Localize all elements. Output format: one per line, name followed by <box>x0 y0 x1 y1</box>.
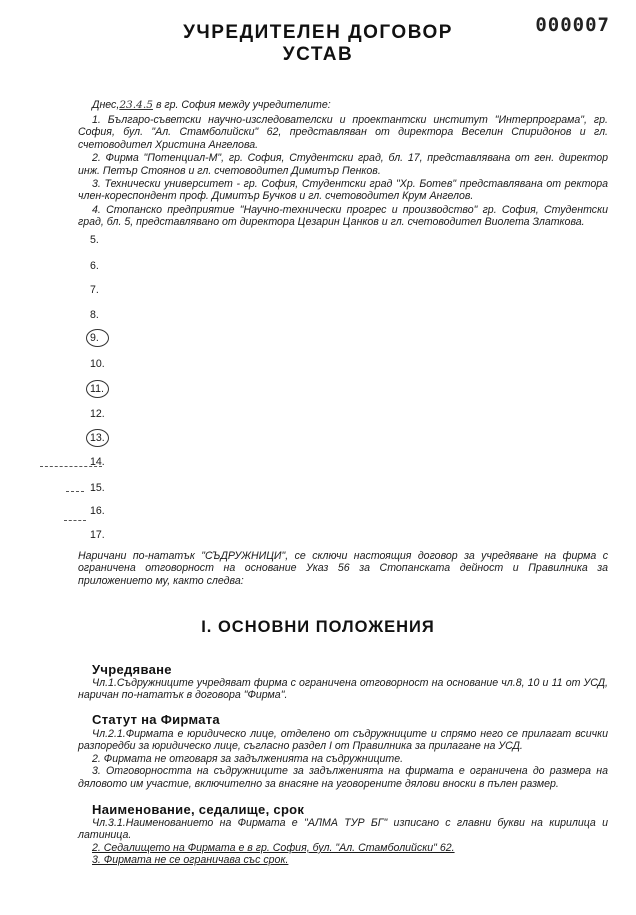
subsection-body <box>78 817 608 867</box>
subsection-heading: Наименование, седалище, срок <box>92 802 305 817</box>
document-subtitle: УСТАВ <box>282 44 354 65</box>
blank-number: 12. <box>90 408 105 420</box>
scan-dash-mark <box>66 491 84 492</box>
clause: Чл.3.1.Наименованието на Фирмата е "АЛМА ТУР БГ" изписано с главни букви на кирилица и латиница. <box>78 817 608 842</box>
founder-item: 3. Технически университет - гр. София, Студентски град "Хр. Ботев" представлявана от ректора член-кореспондент проф. Димитър Бучков и гл. счетоводител Крум Ангелов. <box>78 178 608 203</box>
founder-item: 4. Стопанско предприятие "Научно-технически прогрес и производство" гр. София, Студентски град, бл. 5, представлявано от директора Цезарин Цанков и гл. счетоводител Виолета Златкова. <box>78 203 608 229</box>
handwritten-date: 23.4.5 <box>119 99 154 111</box>
blank-number: 17. <box>90 529 105 541</box>
founder-item: 2. Фирма "Потенциал-М", гр. София, Студентски град, бл. 17, представлявана от ген. директор инж. Петър Стоянов и гл. счетоводител Димитър Пенков. <box>78 152 608 177</box>
blank-number: 7. <box>90 284 99 296</box>
founder-item: 1. Българо-съветски научно-изследователски и проектантски институт "Интерпрограма", гр. София, бул. "Ал. Стамболийски" 62, представляван от директора Веселин Спиридонов и гл. счетоводител Христина Ангелова. <box>78 114 608 151</box>
subsection-heading: Учредяване <box>92 662 172 677</box>
clause: 3. Отговорността на съдружниците за задълженията на фирмата е ограничена до размера на дяловото им участие, включително за внасяне на уговорените дялови вноски в пълен размер. <box>78 765 608 790</box>
section-title: I. ОСНОВНИ ПОЛОЖЕНИЯ <box>201 618 435 636</box>
document-title: УЧРЕДИТЕЛЕН ДОГОВОР <box>183 22 453 43</box>
subsection-body <box>78 677 608 702</box>
blank-number-circled: 13. <box>90 432 120 444</box>
clause: Чл.1.Съдружниците учредяват фирма с ограничена отговорност на основание чл.8, 10 и 11 от УСД, наричан по-нататък в договора "Фирма". <box>78 677 608 702</box>
blank-number: 15. <box>90 482 105 494</box>
clause: 3. Фирмата не се ограничава със срок. <box>92 854 289 867</box>
clause: Чл.2.1.Фирмата е юридическо лице, отделено от съдружниците и спрямо него се прилагат всички разпоредби за юридическо лице, съгласно раздел I от Правилника за прилагане на УСД. <box>78 728 608 753</box>
subsection-heading: Статут на Фирмата <box>92 712 220 727</box>
clause: 2. Седалището на Фирмата е в гр. София, бул. "Ал. Стамболийски" 62. <box>92 841 455 854</box>
founders-list <box>78 114 608 230</box>
subsection-body <box>78 728 608 790</box>
blank-number: 8. <box>90 309 99 321</box>
blank-number-circled: 9. <box>90 332 120 344</box>
intro-prefix: Днес, <box>92 99 120 111</box>
blank-number-circled: 11. <box>90 383 120 395</box>
blank-number: 14. <box>90 456 105 468</box>
blank-number: 16. <box>90 505 105 517</box>
blank-number: 5. <box>90 234 99 246</box>
parties-paragraph: Наричани по-нататък "СЪДРУЖНИЦИ", се сключи настоящия договор за учредяване на фирма с ограничена отговорност на основание Указ 56 за Стопанската дейност и Правилника за приложението му, както следва: <box>78 550 608 587</box>
blank-number: 6. <box>90 260 99 272</box>
intro-suffix: в гр. София между учредителите: <box>153 99 331 111</box>
scan-dash-mark <box>64 520 86 521</box>
clause: 2. Фирмата не отговаря за задълженията на съдружниците. <box>92 752 404 765</box>
scan-dash-mark <box>40 466 102 467</box>
blank-number: 10. <box>90 358 105 370</box>
intro-line <box>92 99 622 111</box>
scan-number: 000007 <box>535 14 610 36</box>
